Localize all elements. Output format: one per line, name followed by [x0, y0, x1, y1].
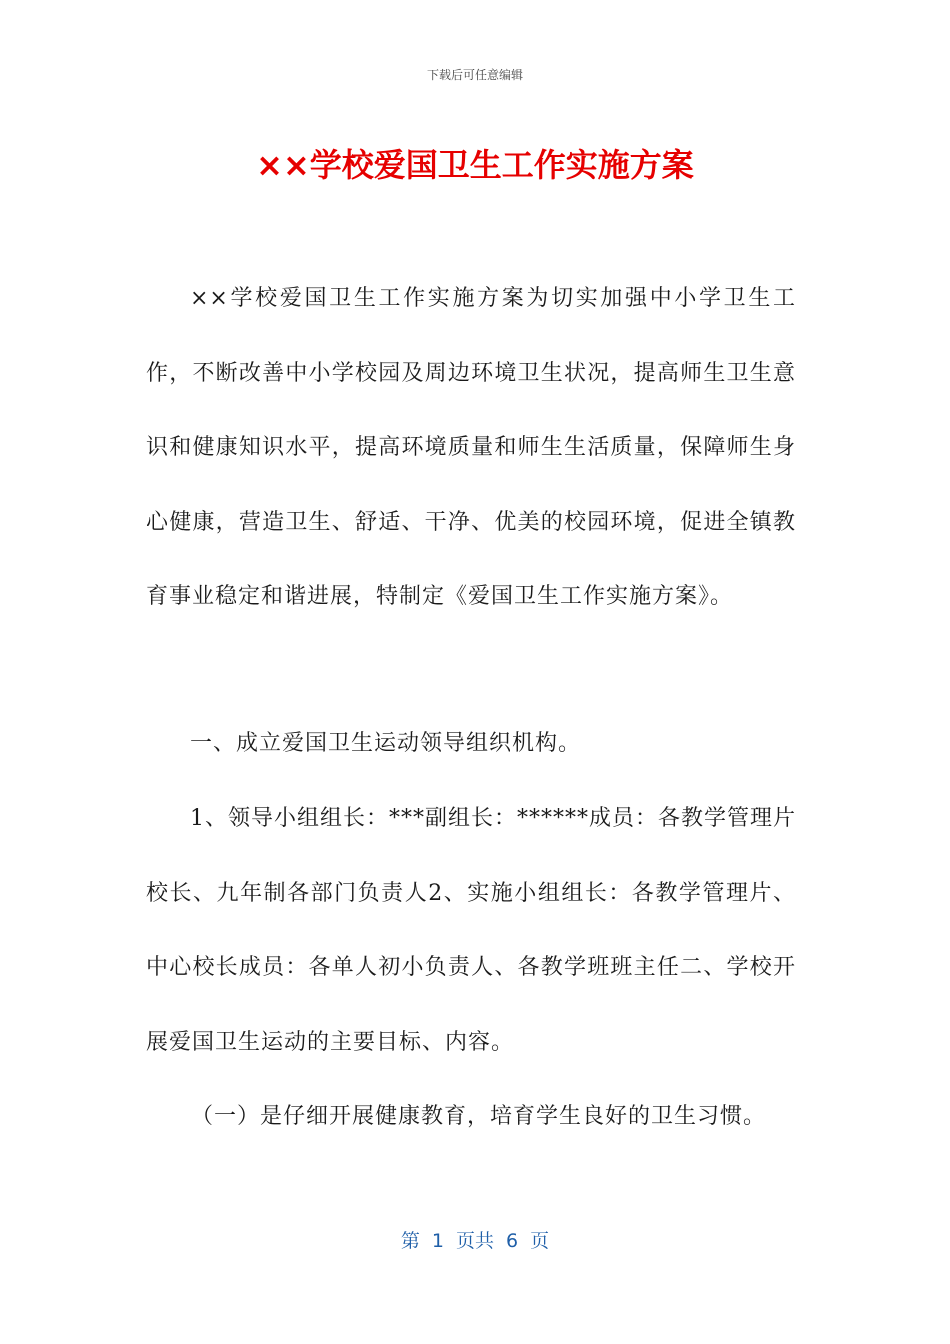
document-title: ××学校爱国卫生工作实施方案 — [256, 146, 694, 184]
page-header-note: 下载后可任意编辑 — [426, 68, 523, 82]
page-label-middle: 页共 — [455, 1230, 494, 1252]
page-label-suffix: 页 — [530, 1230, 550, 1252]
total-pages-number: 6 — [506, 1230, 519, 1252]
paragraph-section-one: 一、成立爱国卫生运动领导组织机构。 — [190, 731, 582, 756]
current-page-number: 1 — [431, 1230, 444, 1252]
paragraph-leadership: 1、领导小组组长：***副组长：******成员：各教学管理片校长、九年制各部门负责人2、实施小组组长：各教学管理片、中心校长成员：各单人初小负责人、各教学班班主任二、学校开展爱国卫生运动的主要目标、内容。 — [146, 806, 796, 1055]
page-footer — [0, 1226, 950, 1253]
paragraph-subsection-one: （一）是仔细开展健康教育，培育学生良好的卫生习惯。 — [191, 1104, 767, 1129]
page-label-prefix: 第 — [400, 1230, 420, 1252]
paragraph-intro: ××学校爱国卫生工作实施方案为切实加强中小学卫生工作，不断改善中小学校园及周边环境卫生状况，提高师生卫生意识和健康知识水平，提高环境质量和师生生活质量，保障师生身心健康，营造卫生、舒适、干净、优美的校园环境，促进全镇教育事业稳定和谐进展，特制定《爱国卫生工作实施方案》。 — [146, 286, 796, 609]
